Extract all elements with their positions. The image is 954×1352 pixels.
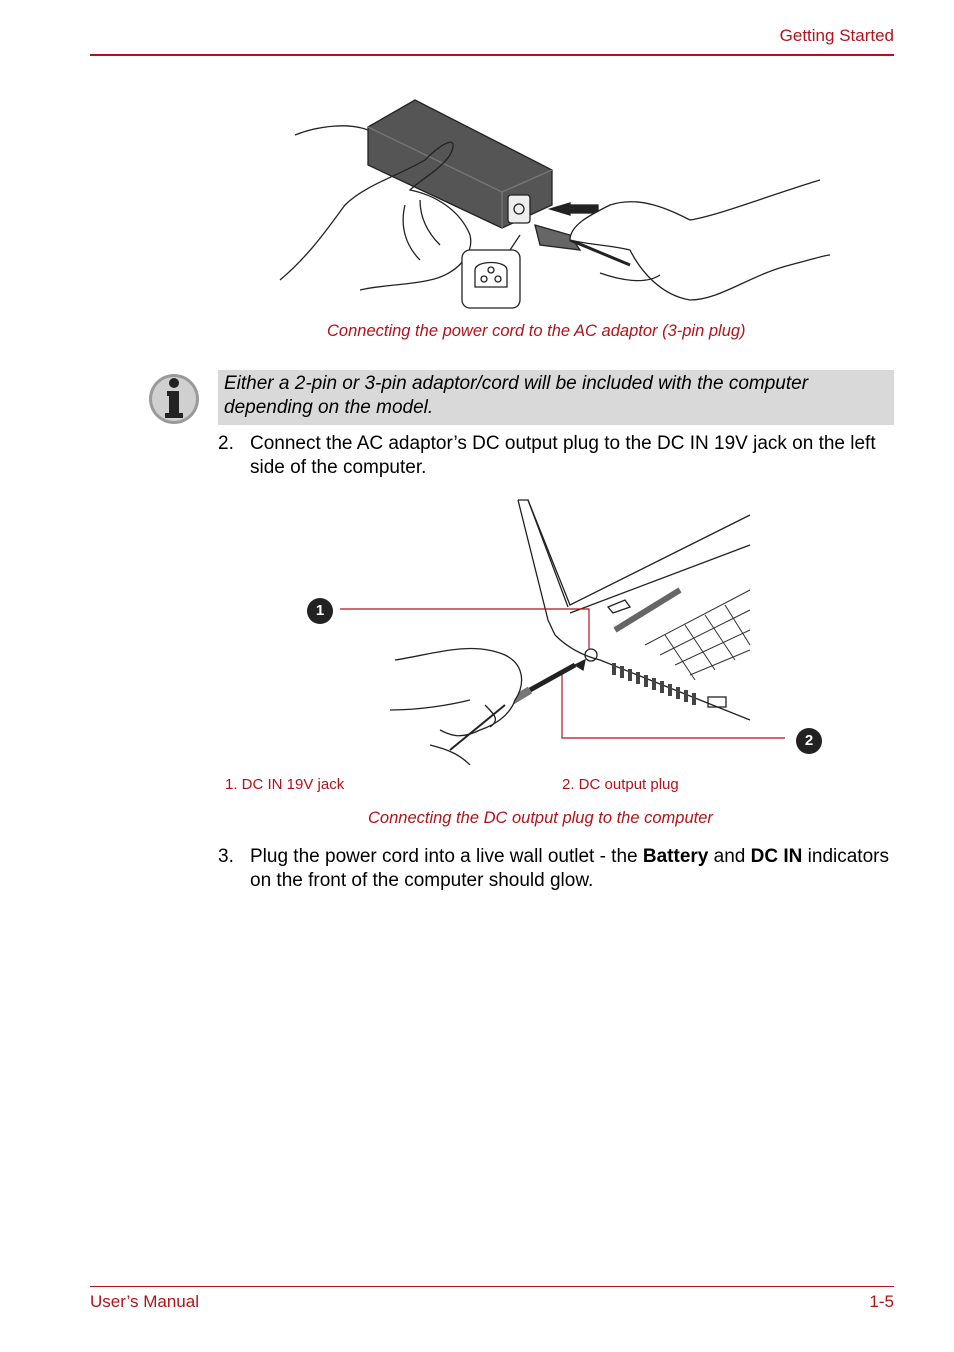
note-box: Either a 2-pin or 3-pin adaptor/cord will be included with the computer depending on the model. [218,370,894,425]
footer-rule [90,1286,894,1287]
footer-page-number: 1-5 [869,1292,894,1311]
dc-plug-illustration [300,495,830,765]
step-3-dcin-bold: DC IN [750,846,803,867]
label-dc-output-plug: 2. DC output plug [562,776,679,793]
callout-badge-1: 1 [307,598,333,624]
footer-manual-title: User’s Manual [90,1292,199,1311]
step-3-text-mid: and [708,846,751,867]
info-icon [146,371,202,427]
figure2-caption: Connecting the DC output plug to the computer [368,809,713,827]
callout-badge-2: 2 [796,728,822,754]
step-3-number: 3. [218,846,234,867]
figure1-caption: Connecting the power cord to the AC adaptor (3-pin plug) [327,322,746,340]
header-rule [90,54,894,56]
step-3 [218,845,898,895]
label-dc-in-jack: 1. DC IN 19V jack [225,776,345,793]
step-3-text [250,845,895,892]
ac-adaptor-illustration [270,95,840,315]
step-2 [218,432,898,482]
step-3-text-after: indicators on the front of the computer should glow. [250,846,889,891]
step-2-text: Connect the AC adaptor’s DC output plug to the DC IN 19V jack on the left side of the computer. [250,433,876,478]
step-3-battery-bold: Battery [642,846,709,867]
step-3-text-before: Plug the power cord into a live wall outlet - the [250,846,643,867]
step-2-number: 2. [218,433,234,454]
header-section-title: Getting Started [779,26,894,45]
